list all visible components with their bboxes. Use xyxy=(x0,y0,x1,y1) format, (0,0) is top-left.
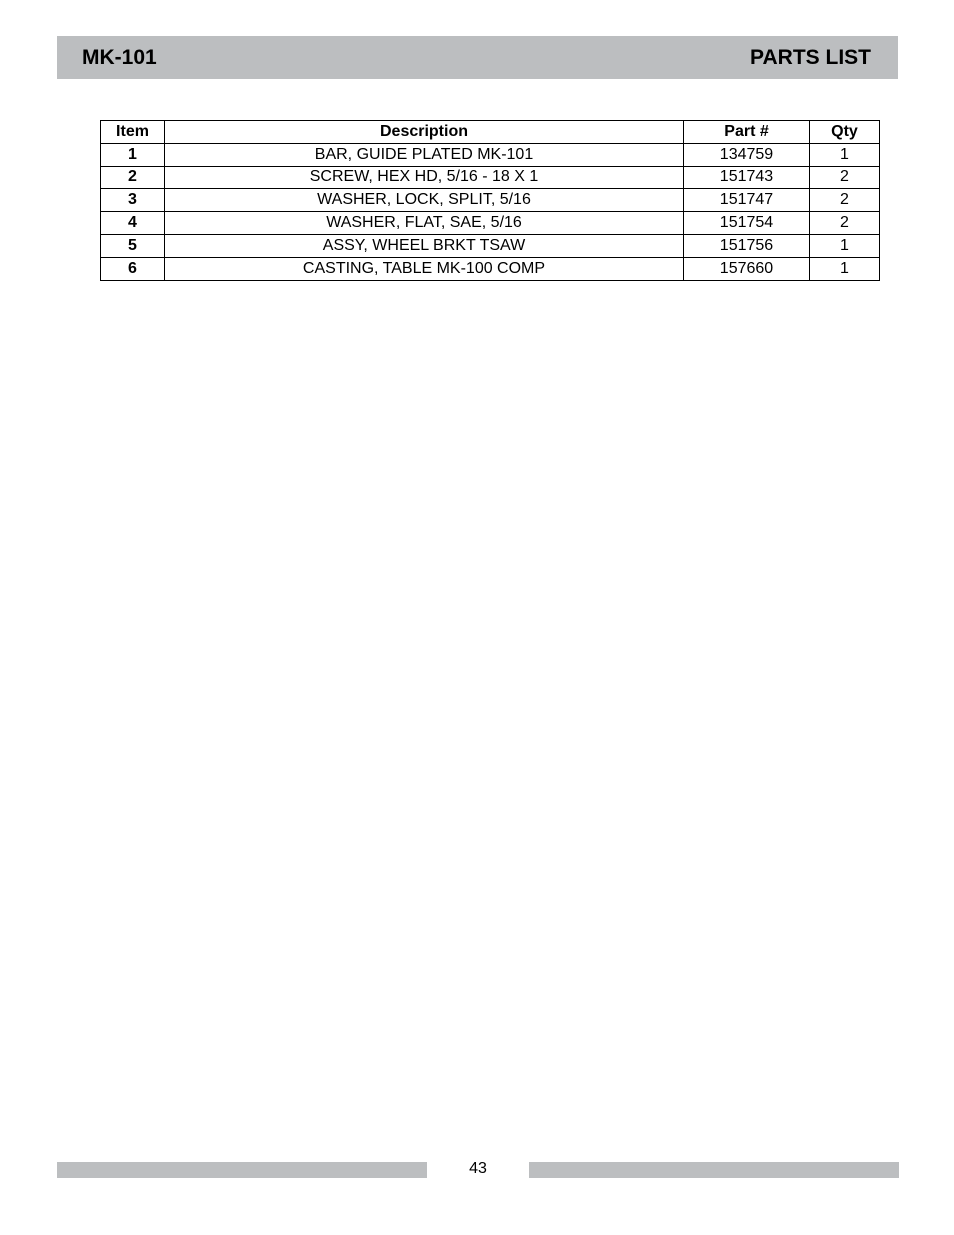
item-cell: 2 xyxy=(101,166,165,189)
part-number-cell: 157660 xyxy=(684,257,810,280)
part-number-cell: 134759 xyxy=(684,143,810,166)
qty-cell: 1 xyxy=(810,257,880,280)
qty-cell: 2 xyxy=(810,189,880,212)
column-header-qty: Qty xyxy=(810,121,880,144)
parts-table-header xyxy=(101,121,880,144)
description-cell: ASSY, WHEEL BRKT TSAW xyxy=(165,234,684,257)
item-cell: 6 xyxy=(101,257,165,280)
header-bar xyxy=(57,36,898,79)
qty-cell: 1 xyxy=(810,234,880,257)
part-number-cell: 151743 xyxy=(684,166,810,189)
item-cell: 5 xyxy=(101,234,165,257)
description-cell: SCREW, HEX HD, 5/16 - 18 X 1 xyxy=(165,166,684,189)
item-cell: 3 xyxy=(101,189,165,212)
header-row xyxy=(101,121,880,144)
column-header-description: Description xyxy=(165,121,684,144)
item-cell: 1 xyxy=(101,143,165,166)
qty-cell: 2 xyxy=(810,212,880,235)
item-cell: 4 xyxy=(101,212,165,235)
parts-table xyxy=(100,120,880,281)
model-title: MK-101 xyxy=(82,45,157,69)
qty-cell: 1 xyxy=(810,143,880,166)
table-row xyxy=(101,257,880,280)
table-row xyxy=(101,234,880,257)
section-title: PARTS LIST xyxy=(750,45,871,69)
description-cell: CASTING, TABLE MK-100 COMP xyxy=(165,257,684,280)
footer-bar-right xyxy=(529,1162,899,1178)
table-row xyxy=(101,166,880,189)
table-row xyxy=(101,212,880,235)
part-number-cell: 151754 xyxy=(684,212,810,235)
description-cell: WASHER, FLAT, SAE, 5/16 xyxy=(165,212,684,235)
table-row xyxy=(101,143,880,166)
page-number: 43 xyxy=(469,1160,487,1177)
part-number-cell: 151756 xyxy=(684,234,810,257)
column-header-item: Item xyxy=(101,121,165,144)
qty-cell: 2 xyxy=(810,166,880,189)
parts-table-body xyxy=(101,143,880,280)
description-cell: WASHER, LOCK, SPLIT, 5/16 xyxy=(165,189,684,212)
footer-bar-left xyxy=(57,1162,427,1178)
column-header-part: Part # xyxy=(684,121,810,144)
description-cell: BAR, GUIDE PLATED MK-101 xyxy=(165,143,684,166)
part-number-cell: 151747 xyxy=(684,189,810,212)
table-row xyxy=(101,189,880,212)
